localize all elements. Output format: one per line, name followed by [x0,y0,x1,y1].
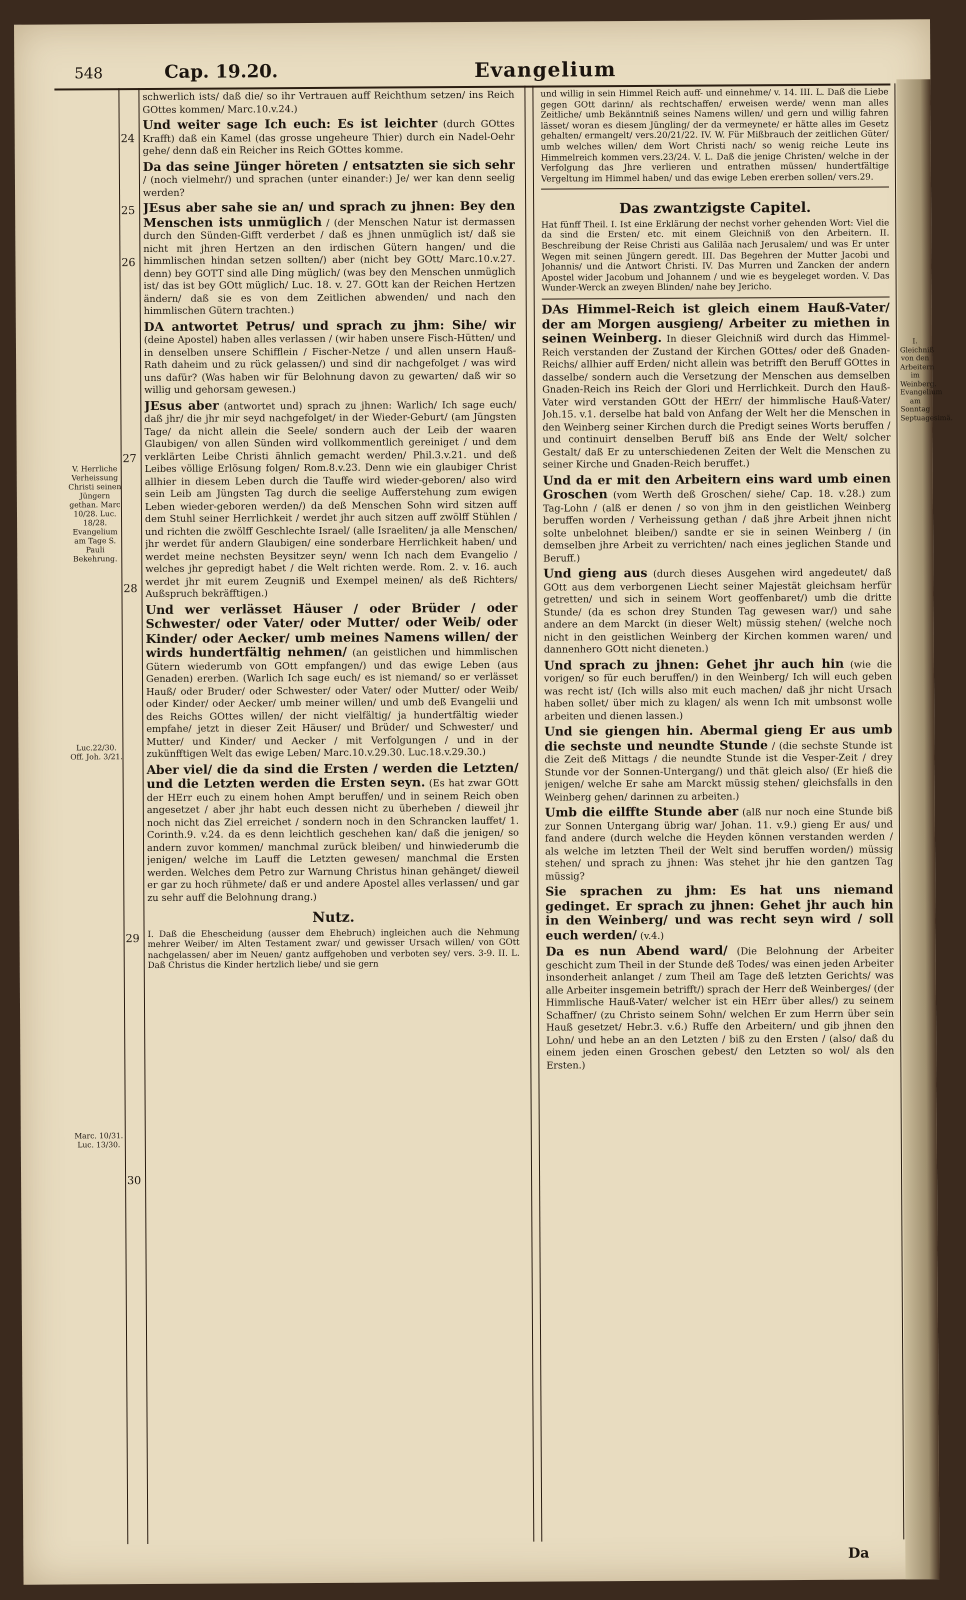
verse-emphasis: DA antwortet Petrus/ und sprach zu jhm: Sihe/ wir [143,317,516,334]
verse-number: 24 [120,132,135,146]
verse-4 [544,657,892,724]
verse-emphasis: JEsus aber sahe sie an/ und sprach zu jhnen: Bey den Menschen ists unmüglich [143,198,516,230]
verse-text: (alß nur noch eine Stunde biß zur Sonnen Untergang übrig war/ Johan. 11. v.9.) gieng Er aus/ und fand andere (durch welche die Heyden können verstanden werden / als welche im letzten Theil der Welt sind beruffen worden/) müssig stehen/ und sprach zu jhnen: Was stehet jhr hie den gantzen Tag müssig? [544,806,894,883]
verse-text: / (die sechste Stunde ist die Zeit deß Mittags / die neundte Stunde ist die Vesper-Zeit / drey Stunde vor der Sonnen-Untergang/) und thät gleich also/ (Er hieß die jenigen/ welche Er sahe am Marckt müssig stehen/ gleichsfalls in den Weinberg gehen/ darinnen zu arbeiten.) [544,739,893,804]
verse-number: 28 [123,582,138,596]
verse-text: / (noch vielmehr/) und sprachen (unter einander:) Je/ wer kan denn seelig werden? [142,172,515,199]
verse-27 [144,318,516,397]
margin-note: Marc. 10/31. Luc. 13/30. [74,1131,124,1150]
continued-text: schwerlich ists/ daß die/ so ihr Vertrauen auff Reichthum setzen/ ins Reich GOttes kommen/ Marc.10.v.24.) [142,89,515,116]
margin-note: V. Herrliche Verheissung Christi seinen Jüngern gethan. Marc 10/28. Luc. 18/28. Evangelium am Tage S. Pauli Bekehrung. [68,464,122,564]
verse-7 [545,883,893,943]
nutz-text: I. Daß die Ehescheidung (ausser dem Ehebruch) ingleichen auch die Nehmung mehrer Weiber/ im Alten Testament zwar/ und gewisser Ursach willen/ von GOtt nachgelassen/ aber im Neuen/ gantz auffgehoben und verboten sey/ vers. 3-9. II. L. Daß Christus die Kinder hertzlich liebe/ und sie gern [147,927,520,972]
verse-text: / (der Menschen Natur ist dermassen durch den Sünden-Gifft verderbet / daß es jhnen unmüglich ist/ daß sie nicht mit jhren Hertzen an den irdischen Gütern hangen/ und die himmlischen hindan setzen sollten/) aber (nicht bey GOtt/ Marc.10.v.27. denn) bey GOTT sind alle Ding müglich/ (was bey den Menschen unmüglich ist/ das ist bey GOtt müglich/ Luc. 18. v. 27. GOtt kan der Reichen Hertzen ändern/ daß sie es von dem Zeitlichen abwenden/ und nach den himmlischen Gütern trachten.) [143,216,516,318]
verse-28 [144,397,517,601]
verse-emphasis: Und sprach zu jhnen: Gehet jhr auch hin [543,656,845,673]
verse-emphasis: Und gieng aus [543,565,648,581]
left-margin-notes [67,464,128,1329]
verse-emphasis: Und sie giengen hin. Abermal gieng Er aus umb die sechste und neundte Stunde [544,722,893,754]
verse-emphasis: Sie sprachen zu jhm: Es hat uns niemand gedinget. Er sprach zu jhnen: Gehet jhr auch hin in den Weinberg/ und was recht seyn wird / soll euch werden/ [545,882,894,943]
continued-note: und willig in sein Himmel Reich auff- und einnehme/ v. 14. III. L. Daß die Liebe gegen GOtt darinn/ als rechtschaffen/ erweisen werde/ wenn man alles Zeitliche/ umb Bekänntniß seines Namens willen/ und gern und willig fahren lässet/ woran es diesem Jüngling/ der da vermeynete/ er hätte alles im Gesetz gehalten/ ermangelt/ vers.20/21/22. IV. W. Für Mißbrauch der zeitlichen Güter/ umb welches willen/ dem Wort Christi nach/ so wenig reiche Leute ins Himmelreich kommen vers.23/24. V. L. Daß die jenige Christen/ welche in der Verfolgung das Jhre verlieren und entrathen müssen/ hundertfältige Vergeltung im Himmel haben/ und das ewige Leben ererben sollen/ vers.29. [540,87,889,189]
verse-emphasis: DAs Himmel-Reich ist gleich einem Hauß-Vater/ der am Morgen ausgieng/ Arbeiter zu miethen in seinen Weinberg. [541,300,890,346]
verse-emphasis: Da das seine Jünger höreten / entsatzten sie sich sehr [142,157,515,174]
chapter-summary: Hat fünff Theil. I. Ist eine Erklärung der nechst vorher gehenden Wort: Viel die da sind die Ersten/ etc. mit einem Gleichniß von den Arbeitern. II. Beschreibung der Reise Christi aus Galiläa nach Jerusalem/ und was Er unter Wegen mit seinen Jüngern geredt. III. Das Begehren der Mutter Jacobi und Johannis/ und die Antwort Christi. IV. Das Murren und Zancken der andern Apostel wider Jacobum und Johannem / und wie es beygeleget worden. V. Das Wunder-Werck an zweyen Blinden/ nahe bey Jericho. [541,218,889,299]
verse-emphasis: Und wer verlässet Häuser / oder Brüder / oder Schwester/ oder Vater/ oder Mutter/ oder Weib/ oder Kinder/ oder Aecker/ umb meines Namens willen/ der wirds hundertfältig nehmen/ [145,600,518,661]
verse-emphasis: JEsus aber [144,398,219,413]
verse-number: 29 [125,932,140,946]
page-number: 548 [74,64,104,83]
verse-emphasis: Und weiter sage Ich euch: Es ist leichter [142,116,438,133]
verse-5 [544,723,892,804]
verse-8 [546,943,895,1072]
verse-number: 30 [127,1174,142,1188]
verse-emphasis: Aber viel/ die da sind die Ersten / werden die Letzten/ und die Letzten werden die Ersten seyn. [146,760,519,792]
verse-text: (Es hat zwar GOtt der HErr euch zu einem hohen Ampt beruffen/ und in seinem Reich oben angesetzet / aber jhr habt euch dessen nicht zu überheben / dieweil jhr noch nicht das Ziel erreichet / sondern noch in den Schrancken lauffet/ 1. Corinth.9. v.24. da es denn leichtlich geschehen kan/ daß die jenigen/ so andern zuvor kommen/ manchmal zurück bleiben/ und hinwiederumb die jenigen/ welche im Lauff die Letzten gewesen/ manchmal die Ersten werden. Welches dem Petro zur Warnung Christus hinan gehänget/ dieweil er gar zu hoch rühmete/ daß er und andere Apostel alles verlassen/ und gar zu sehr auff die Belohnung drang.) [146,777,520,904]
verse-3 [543,565,892,657]
verse-text: (durch GOttes Krafft) daß ein Kamel (das grosse ungeheure Thier) durch ein Nadel-Oehr gehe/ denn daß ein Reicher ins Reich GOttes komme. [142,118,515,158]
page-header [54,57,890,90]
verse-text: In dieser Gleichniß wird durch das Himmel-Reich verstanden der Zustand der Kirchen GOttes/ oder deß Gnaden-Reichs/ allhier auff Erden/ nicht allein was betrifft den Beruff GOttes in dasselbe/ sondern auch die Versetzung der Menschen aus demselben Gnaden-Reich ins Reich der Glori und Herrlichkeit. Durch den Hauß-Vater wird verstanden GOtt der HErr/ der himmlische Hauß-Vater/ Joh.15. v.1. derselbe hat bald von Anfang der Welt her die Menschen in den Weinberg seiner Kirchen durch die Predigt seines Worts beruffen / und continuirt denselben Beruff biß ans Ende der Welt/ solcher Gestalt/ daß Er zu unterschiedenen Zeiten der Welt die Menschen zu seiner Kirche und Gnaden-Reich beruffet.) [541,332,891,471]
verse-text: (vom Werth deß Groschen/ siehe/ Cap. 18. v.28.) zum Tag-Lohn / (alß er denen / so von jhm in den geistlichen Weinberg beruffen worden / Verheissung gethan / daß jhre Arbeit jhnen nicht solte unbelohnet bleiben/) sandte er sie in seinen Weinberg / (in demselben jhre Arbeit zu verrichten/ nach eines jeglichen Stande und Beruff.) [542,488,892,565]
verse-text: (Die Belohnung der Arbeiter geschicht zum Theil in der Stunde deß Todes/ was einen jeden Arbeiter insonderheit anlanget / zum Theil am Tage deß letzten Gerichts/ was alle Arbeiter insgemein betrifft/) sprach der Herr deß Weinberges/ (der Himmlische Hauß-Vater/ welcher ist ein HErr über alles/) zu seinem Schaffner/ (zu Christo seinem Sohn/ welchen Er zum Herrn über sein Hauß gesetzet/ Hebr.3. v.6.) Ruffe den Arbeitern/ und gib jhnen den Lohn/ und hebe an an den Letzten / biß zu den Ersten / (also/ daß du einem jeden einen Groschen gebest/ den Letzten so wol/ als den Ersten.) [545,945,895,1072]
catchword: Da [848,1545,870,1562]
verse-29 [146,601,519,761]
verse-text: (deine Apostel) haben alles verlassen / (wir haben unsere Fisch-Hütten/ und in denselben unsere Schifflein / Fischer-Netze / und allen unsern Hauß-Rath daheim und zu rück gelassen/) und sind dir nachgefolget / was wird uns dafür? (Was haben wir für Belohnung davon zu gewarten/ daß wir so willig und gehorsam gewesen.) [143,332,517,397]
verse-26 [143,200,516,319]
book-page [14,19,953,1585]
verse-emphasis: Umb die eilffte Stunde aber [544,804,739,820]
verse-emphasis: Da es nun Abend ward/ [545,943,728,959]
nutz-heading: Nutz. [312,909,355,926]
chapter-heading: Das zwantzigste Capitel. [619,200,812,218]
running-head-chapter: Cap. 19.20. [164,61,279,83]
verse-text: (durch dieses Ausgehen wird angedeutet/ daß GOtt aus dem verborgenen Liecht seiner Majestät gleichsam herfür getretten/ und sich in seinem Wort geoffenbaret/) umb die dritte Stunde/ (da es schon drey Stunden Tag gewesen war/) und sahe andere an dem Marckt (in dieser Welt) müssig stehen/ (welche noch nicht in den geistlichen Weinberg der Kirchen kommen waren/ und dannenhero GOtt nicht dieneten.) [543,567,892,656]
left-text-column [142,90,523,1572]
verse-text: (v.4.) [640,930,665,942]
verse-1 [542,301,891,472]
verse-number: 26 [121,256,136,270]
verse-2 [543,472,892,566]
verse-30 [147,761,520,905]
verse-24 [143,117,515,159]
verse-6 [545,804,893,883]
verse-text: (wie die vorigen/ so für euch beruffen/) in den Weinberg/ Ich will euch geben was recht ist/ (Ich wills also mit euch machen/ daß jhr nicht Ursach haben sollet/ über mich zu klagen/ als wenn Ich mit umbsonst wolle arbeiten und dienen lassen.) [543,658,893,723]
verse-emphasis: Und da er mit den Arbeitern eins ward umb einen Groschen [542,470,891,502]
margin-note: Luc.22/30. Off. Joh. 3/21. [70,743,123,762]
right-margin-note: I. Gleichniß von den Arbeitern im Weinberg. Evangelium am Sonntag Septuagesimä. [899,337,953,422]
running-head-title: Evangelium [474,57,617,82]
verse-text: (antwortet und) sprach zu jhnen: Warlich/ Ich sage euch/ daß jhr/ die jhr mir seyd nachgefolget/ in der Wieder-Geburt/ (am Jüngsten Tage/ da nicht allein die Seele/ sondern auch der Leib der waaren Glaubigen/ von allen Sünden wird vollkommentlich gereiniget / und dem verklärten Leibe Christi ähnlich gemacht werden/ Phil.3.v.21. und deß Leibes völlige Erlösung folgen/ Rom.8.v.23. Denn wie ein glaubiger Christ allhier in diesem Leben durch die Tauffe wird wieder-geboren/ also wird sein Leib am Jüngsten Tag durch die seelige Aufferstehung zum ewigen Leben wieder-geboren werden/) da deß Menschen Sohn wird sitzen auff dem Stuhl seiner Herrlichkeit / werdet jhr auch sitzen auff zwölff Stühlen / und richten die zwölff Geschlechte Israel/ (alle Israeliten/ ja alle Menschen/ jhr werdet für andern Glaubigen/ eine sonderbare Herrlichkeit haben/ und werdet meine nechsten Beysitzer seyn/ wenn Ich nach dem Evangelio / welches jhr gepredigt habet / die Welt richten werde. Rom. 2. v. 16. auch werdet jhr mit eurem Zeugniß und Exempel meinen/ als deß Richters/ Außspruch bekräfftigen.) [144,399,518,601]
right-text-column [540,87,897,1569]
verse-number: 27 [122,452,137,466]
verse-25 [143,158,515,200]
verse-text: (an geistlichen und himmlischen Gütern wiederumb von GOtt empfangen/) und das ewige Leben (aus Genaden) ererben. (Warlich Ich sage euch/ es ist niemand/ so er verlässet Hauß/ oder Bruder/ oder Schwester/ oder Vater/ oder Mutter/ oder Weib/ oder Kinder/ oder Aecker/ umb meiner willen/ und umb deß Evangelii und des Reichs GOttes willen/ der nicht vielfältig/ ja hundertfältig wieder empfahe/ jetzt in dieser Zeit Häuser/ und Brüder/ und Schwester/ und Mutter/ und Kinder/ und Aecker / mit Verfolgungen / und in der zukünfftigen Welt das ewige Leben/ Marc.10.v.29.30. Luc.18.v.29.30.) [145,646,519,761]
verse-number: 25 [121,204,136,218]
